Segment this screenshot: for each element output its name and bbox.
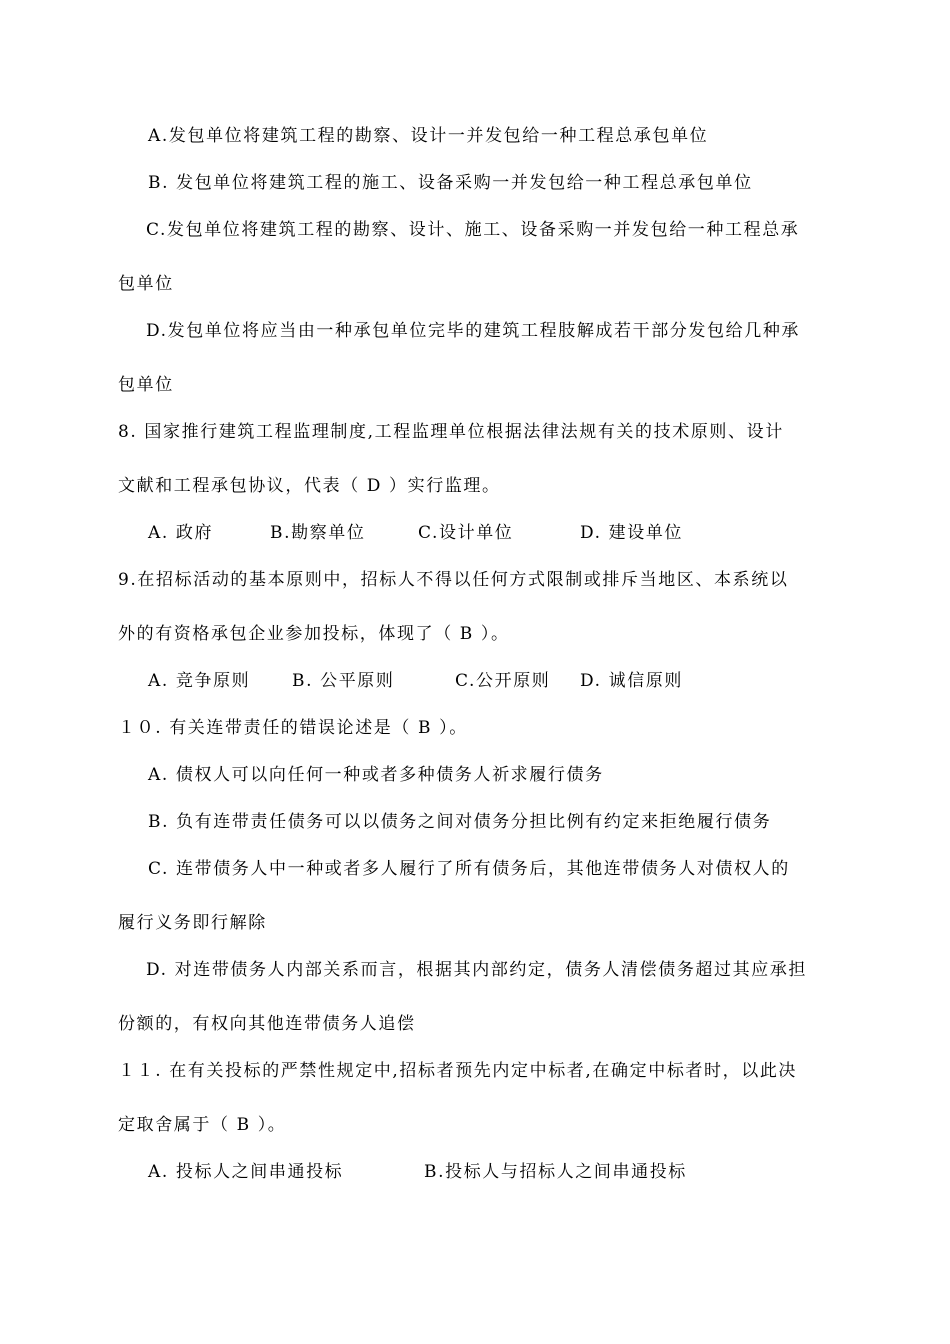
q10-option-a: A. 债权人可以向任何一种或者多种债务人祈求履行债务 <box>148 765 604 785</box>
option-7c: C.发包单位将建筑工程的勘察、设计、施工、设备采购一并发包给一种工程总承 <box>146 220 800 240</box>
question-9: 9.在招标活动的基本原则中，招标人不得以任何方式限制或排斥当地区、本系统以 <box>118 570 789 590</box>
question-11: １１. 在有关投标的严禁性规定中,招标者预先内定中标者,在确定中标者时，以此决 <box>118 1061 798 1081</box>
question-9-continued: 外的有资格承包企业参加投标，体现了（ B ）。 <box>118 624 510 644</box>
option-7c-continued: 包单位 <box>118 274 174 294</box>
q10-option-c-continued: 履行义务即行解除 <box>118 913 267 933</box>
q10-option-b: B. 负有连带责任债务可以以债务之间对债务分担比例有约定来拒绝履行债务 <box>148 812 772 832</box>
option-7d: D.发包单位将应当由一种承包单位完毕的建筑工程肢解成若干部分发包给几种承 <box>146 321 801 341</box>
option-7d-continued: 包单位 <box>118 375 174 395</box>
q10-option-d-continued: 份额的，有权向其他连带债务人追偿 <box>118 1014 416 1034</box>
q9-option-a: A. 竞争原则 <box>148 671 251 691</box>
q8-option-c: C.设计单位 <box>418 523 514 543</box>
option-7b: B. 发包单位将建筑工程的施工、设备采购一并发包给一种工程总承包单位 <box>148 173 753 193</box>
q10-option-c: C. 连带债务人中一种或者多人履行了所有债务后，其他连带债务人对债权人的 <box>148 859 790 879</box>
option-7a: A.发包单位将建筑工程的勘察、设计一并发包给一种工程总承包单位 <box>148 126 709 146</box>
question-10: １０. 有关连带责任的错误论述是（ B ）。 <box>118 718 468 738</box>
question-8-continued: 文献和工程承包协议，代表（ D ）实行监理。 <box>118 476 501 496</box>
q10-option-d: D. 对连带债务人内部关系而言，根据其内部约定，债务人清偿债务超过其应承担 <box>146 960 808 980</box>
question-8: 8. 国家推行建筑工程监理制度,工程监理单位根据法律法规有关的技术原则、设计 <box>118 422 784 442</box>
q11-option-a: A. 投标人之间串通投标 <box>148 1162 344 1182</box>
q8-option-b: B.勘察单位 <box>270 523 366 543</box>
question-11-continued: 定取舍属于（ B ）。 <box>118 1115 287 1135</box>
q8-option-a: A. 政府 <box>148 523 214 543</box>
q9-option-c: C.公开原则 <box>455 671 551 691</box>
q9-option-d: D. 诚信原则 <box>580 671 684 691</box>
q9-option-b: B. 公平原则 <box>292 671 395 691</box>
q8-option-d: D. 建设单位 <box>580 523 684 543</box>
q11-option-b: B.投标人与招标人之间串通投标 <box>424 1162 687 1182</box>
